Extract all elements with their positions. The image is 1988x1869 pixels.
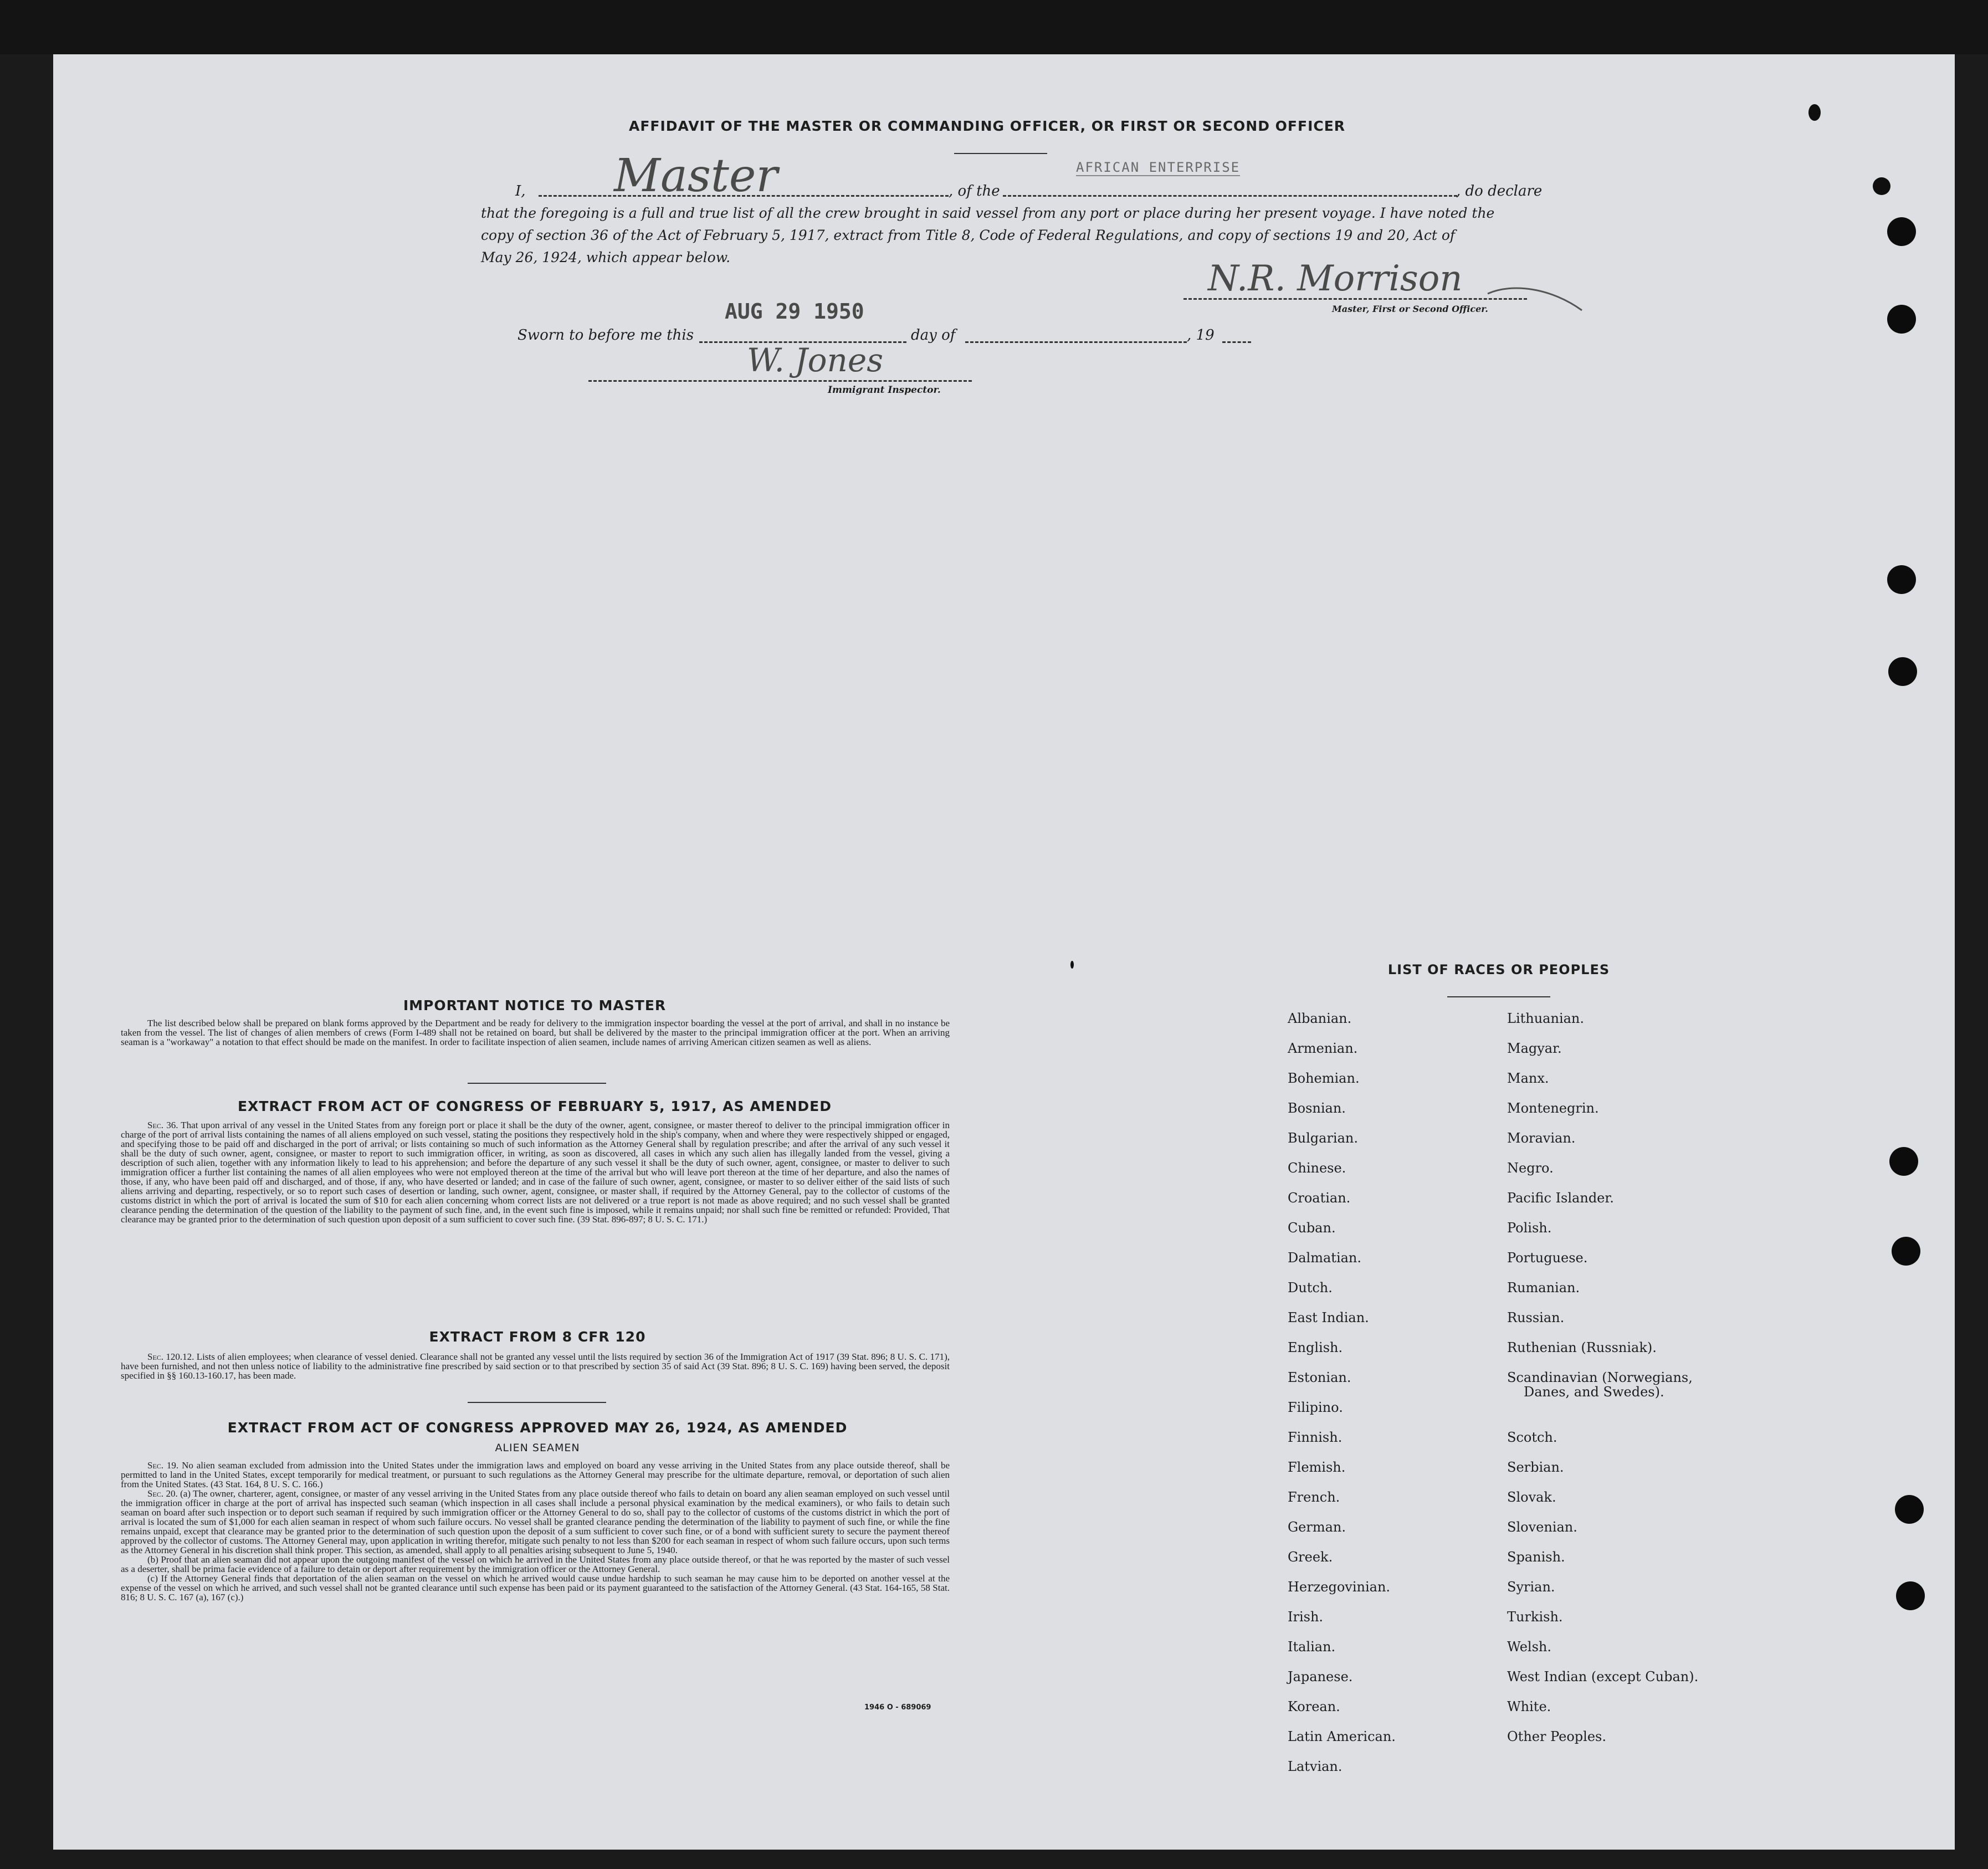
race-item: Slovenian. — [1507, 1519, 1577, 1535]
affidavit-title: AFFIDAVIT OF THE MASTER OR COMMANDING OFFICER, OR FIRST OR SECOND OFFICER — [629, 118, 1346, 134]
notice-body — [121, 1018, 950, 1047]
scan-mark — [1873, 177, 1890, 195]
race-item: Greek. — [1288, 1549, 1333, 1565]
binder-hole — [1896, 1581, 1925, 1610]
title-rule — [954, 153, 1047, 154]
scan-mark — [1070, 961, 1074, 969]
race-item: Chinese. — [1288, 1160, 1346, 1176]
binder-hole — [1889, 1147, 1918, 1176]
binder-hole — [1888, 657, 1917, 686]
race-item: Scandinavian (Norwegians, — [1507, 1370, 1693, 1385]
sec-120-label: Sec. 120.12. — [147, 1351, 194, 1362]
race-item: Slovak. — [1507, 1489, 1556, 1505]
race-item: Moravian. — [1507, 1130, 1576, 1146]
race-item: Korean. — [1288, 1699, 1340, 1714]
affidavit-of-the: , of the — [949, 183, 1000, 199]
sec-36-text: That upon arrival of any vessel in the United States from any foreign port or place it shall be the duty of the owner, agent, consignee, or master thereof to deliver to the principal immigration officer in charge of the port of arrival lists containing the names of all aliens employed on such vessel, stating the positions they respectively hold in the ship's company, when and where they were respectively shipped or engaged, and specifying those to be paid off and discharged in the port of arrival; or lists containing so much of such information as the Attorney General shall by regulation prescribe; and after the arrival of any such vessel it shall be the duty of such owner, agent, consignee, or master to report to such immigration officer, in writing, as soon as discovered, all cases in which any such alien has illegally landed from the vessel, giving a description of such alien, together with any information likely to lead to his apprehension; and before the departure of any such vessel it shall be the duty of such owner, agent, consignee, or master to deliver to such immigration officer a further list containing the names of all alien employees who were not employed thereon at the time of the arrival but who will leave port thereon at the time of her departure, and also the names of those, if any, who have been paid off and discharged, and of those, if any, who have deserted or landed; and in case of the failure of such owner, agent, consignee, or master to so deliver either of the said lists of such aliens arriving and departing, respectively, or so to report such cases of desertion or landing, such owner, agent, consignee, or master shall, if required by the Attorney General, pay to the collector of customs of the customs district in which the port of arrival is located the sum of $10 for each alien concerning whom correct lists are not delivered or a true report is not made as above required; and no such vessel shall be granted clearance pending the determination of the question of the liability to the payment of such fine, and, in the event such fine is imposed, while it remains unpaid; nor shall such fine be remitted or refunded: Provided, That clearance may be granted prior to the determination of such question upon deposit of a sum sufficient to cover such fine. (39 Stat. 896-897; 8 U. S. C. 171.) — [121, 1120, 950, 1225]
binder-hole — [1887, 305, 1916, 334]
notice-rule — [468, 1083, 606, 1084]
races-title: LIST OF RACES OR PEOPLES — [1387, 962, 1610, 977]
extract-cfr-body — [121, 1352, 950, 1380]
race-item: Dutch. — [1288, 1280, 1333, 1296]
race-item: Lithuanian. — [1507, 1011, 1585, 1026]
race-item: Polish. — [1507, 1220, 1552, 1236]
race-item: Pacific Islander. — [1507, 1190, 1614, 1206]
race-item: Dalmatian. — [1288, 1250, 1362, 1266]
sworn-month-line — [965, 341, 1187, 343]
race-item: White. — [1507, 1699, 1551, 1714]
master-caption: Master, First or Second Officer. — [1332, 304, 1488, 314]
year-prefix: , 19 — [1187, 327, 1215, 344]
sec-20c-paragraph — [121, 1574, 950, 1602]
race-item: Cuban. — [1288, 1220, 1336, 1236]
race-item: Filipino. — [1288, 1400, 1343, 1415]
race-item: Flemish. — [1288, 1460, 1346, 1475]
inspector-signature: W. Jones — [747, 341, 883, 379]
binder-hole — [1887, 217, 1916, 246]
race-item: Portuguese. — [1507, 1250, 1588, 1266]
alien-seamen-subtitle: ALIEN SEAMEN — [495, 1442, 580, 1454]
race-item: Negro. — [1507, 1160, 1554, 1176]
race-item: Other Peoples. — [1507, 1729, 1606, 1744]
extract-1917-title: EXTRACT FROM ACT OF CONGRESS OF FEBRUARY 5, 1917, AS AMENDED — [237, 1098, 832, 1114]
race-item: Bohemian. — [1288, 1071, 1360, 1086]
affidavit-line-3: copy of section 36 of the Act of February 5, 1917, extract from Title 8, Code of Federal Regulations, and copy of sections 19 and 20, Act of — [481, 227, 1456, 243]
binder-hole — [1895, 1495, 1924, 1524]
race-item: Albanian. — [1288, 1011, 1352, 1026]
affidavit-declare: , do declare — [1456, 183, 1543, 199]
scan-mark — [1808, 104, 1821, 121]
race-item: Finnish. — [1288, 1430, 1343, 1445]
race-item: Ruthenian (Russniak). — [1507, 1340, 1657, 1355]
sworn-year-line — [1222, 341, 1251, 343]
master-signature-line — [1183, 298, 1527, 300]
race-item: Croatian. — [1288, 1190, 1351, 1206]
vessel-line — [1003, 195, 1457, 197]
notice-title: IMPORTANT NOTICE TO MASTER — [403, 997, 667, 1013]
sec-20b-text: (b) Proof that an alien seaman did not appear upon the outgoing manifest of the vessel on which he arrived in the United States from any place outside thereof, or that he was reported by the master of such vessel as a deserter, shall be prima facie evidence of a failure to detain or deport after requirement by the immigration officer or the Attorney General. — [121, 1554, 950, 1574]
date-stamp: AUG 29 1950 — [725, 299, 864, 324]
race-item: Estonian. — [1288, 1370, 1351, 1385]
sec-20c-text: (c) If the Attorney General finds that deportation of the alien seaman on the vessel on which he arrived would cause undue hardship to such seaman he may cause him to be deported on another vessel at the expense of the vessel on which he arrived, and such vessel shall not be granted clearance until such expense has been paid or its payment guaranteed to the satisfaction of the Attorney General. (43 Stat. 164-165, 58 Stat. 816; 8 U. S. C. 167 (a), 167 (c).) — [121, 1573, 950, 1602]
notice-text: The list described below shall be prepared on blank forms approved by the Department and be ready for delivery to the immigration inspector boarding the vessel at the port of arrival, and shall in no instance be taken from the vessel. The list of changes of alien members of crews (Form I-489 shall not be retained on board, but shall be delivered by the master to the principal immigration officer at the port. When an arriving seaman is a "workaway" a notation to that effect should be made on the manifest. In order to facilitate inspection of alien seamen, include names of arriving American citizen seamen as well as aliens. — [121, 1018, 950, 1047]
race-item: Bosnian. — [1288, 1100, 1346, 1116]
master-signature: N.R. Morrison — [1208, 258, 1463, 299]
extract-cfr-title: EXTRACT FROM 8 CFR 120 — [429, 1329, 646, 1345]
race-item: Magyar. — [1507, 1041, 1562, 1056]
race-item: English. — [1288, 1340, 1343, 1355]
inspector-line — [588, 380, 972, 382]
race-item: Herzegovinian. — [1288, 1579, 1391, 1595]
extract-1924-body — [121, 1461, 950, 1602]
binder-hole — [1887, 565, 1916, 594]
race-item: Irish. — [1288, 1609, 1324, 1625]
race-item: East Indian. — [1288, 1310, 1369, 1325]
race-item: Bulgarian. — [1288, 1130, 1358, 1146]
cfr-rule — [468, 1402, 606, 1403]
races-left-column — [1288, 1012, 1396, 1790]
race-item: West Indian (except Cuban). — [1507, 1669, 1699, 1684]
inspector-caption: Immigrant Inspector. — [828, 385, 941, 396]
affidavit-line-4: May 26, 1924, which appear below. — [481, 249, 731, 265]
race-item: Latin American. — [1288, 1729, 1396, 1744]
race-item: Italian. — [1288, 1639, 1336, 1655]
race-item: Spanish. — [1507, 1549, 1565, 1565]
race-item: Japanese. — [1288, 1669, 1353, 1684]
race-item: Turkish. — [1507, 1609, 1563, 1625]
print-code: 1946 O - 689069 — [864, 1703, 931, 1712]
race-item: Danes, and Swedes). — [1524, 1384, 1664, 1400]
extract-1917-body — [121, 1120, 950, 1224]
race-item: Latvian. — [1288, 1759, 1343, 1774]
race-item: Manx. — [1507, 1071, 1549, 1086]
sec-120-text: Lists of alien employees; when clearance of vessel denied. Clearance shall not be granted any vessel until the lists required by section 36 of the Immigration Act of 1917 (39 Stat. 896; 8 U. S. C. 171), have been furnished, and not then unless notice of liability to the administrative fine prescribed by said section or to that prescribed by section 35 of said Act (39 Stat. 896; 8 U. S. C. 169) having been served, the deposit specified in §§ 160.13-160.17, has been made. — [121, 1351, 950, 1381]
race-item: Russian. — [1507, 1310, 1565, 1325]
races-right-column — [1507, 1012, 1698, 1760]
sworn-text: Sworn to before me this — [518, 327, 694, 344]
binder-hole — [1892, 1237, 1920, 1266]
race-item: Welsh. — [1507, 1639, 1551, 1655]
sec-20a-paragraph — [121, 1489, 950, 1555]
race-item: Syrian. — [1507, 1579, 1555, 1595]
race-item: Rumanian. — [1507, 1280, 1580, 1296]
sec-19-text: No alien seaman excluded from admission into the United States under the immigration laws and employed on board any vesse arriving in the United States from any place outside thereof, shall be permitted to land in the United States, except temporarily for medical treatment, or pursuant to such regulations as the Attorney General may prescribe for the ultimate departure, removal, or deportation of such alien from the United States. (43 Stat. 164, 8 U. S. C. 166.) — [121, 1460, 950, 1489]
vessel-name-stamp: AFRICAN ENTERPRISE — [1076, 160, 1241, 175]
sec-19-paragraph — [121, 1461, 950, 1489]
sec-36-label: Sec. 36. — [147, 1120, 178, 1130]
affidavit-line-2: that the foregoing is a full and true list of all the crew brought in said vessel from any port or place during her present voyage. I have noted the — [481, 205, 1495, 221]
handwritten-master: Master — [614, 150, 778, 202]
race-item: Montenegrin. — [1507, 1100, 1599, 1116]
extract-1924-title: EXTRACT FROM ACT OF CONGRESS APPROVED MAY 26, 1924, AS AMENDED — [227, 1420, 848, 1436]
sec-20-label: Sec. 20. — [147, 1488, 178, 1499]
scan-top-edge — [0, 0, 1988, 54]
sec-20b-paragraph — [121, 1555, 950, 1574]
signature-flourish — [1485, 277, 1585, 316]
race-item: French. — [1288, 1489, 1340, 1505]
day-of-text: day of — [911, 327, 956, 344]
affidavit-i: I, — [515, 183, 526, 199]
race-item: German. — [1288, 1519, 1346, 1535]
race-item: Serbian. — [1507, 1460, 1564, 1475]
race-item: Scotch. — [1507, 1430, 1557, 1445]
sec-20a-text: (a) The owner, charterer, agent, consignee, or master of any vessel arriving in the United States from any place outside thereof who fails to detain on board any alien seaman employed on such vessel until the immigration officer in charge at the port of arrival has inspected such seaman (which inspection in all cases shall include a personal physical examination by the medical examiners), or who fails to detain such seaman on board after such inspection or to deport such seaman if required by such immigration officer or the Attorney General to do so, shall pay to the collector of customs of the customs district in which the port of arrival is located the sum of $1,000 for each alien seaman in respect of whom such failure occurs. No vessel shall be granted clearance pending the determination of the liability to payment of such fine, or while the fine remains unpaid, except that clearance may be granted prior to the determination of such question upon the deposit of a sum sufficient to cover such fine, or of a bond with sufficient surety to secure the payment thereof approved by the collector of customs. The Attorney General may, upon application in writing therefor, mitigate such penalty to not less than $200 for each seaman in respect of whom such failure occurs, upon such terms as the Attorney General in his discretion shall think proper. This section, as amended, shall apply to all penalties arising subsequent to June 5, 1940. — [121, 1488, 950, 1555]
races-rule — [1447, 996, 1550, 997]
race-item: Armenian. — [1288, 1041, 1358, 1056]
sec-19-label: Sec. 19. — [147, 1460, 179, 1471]
